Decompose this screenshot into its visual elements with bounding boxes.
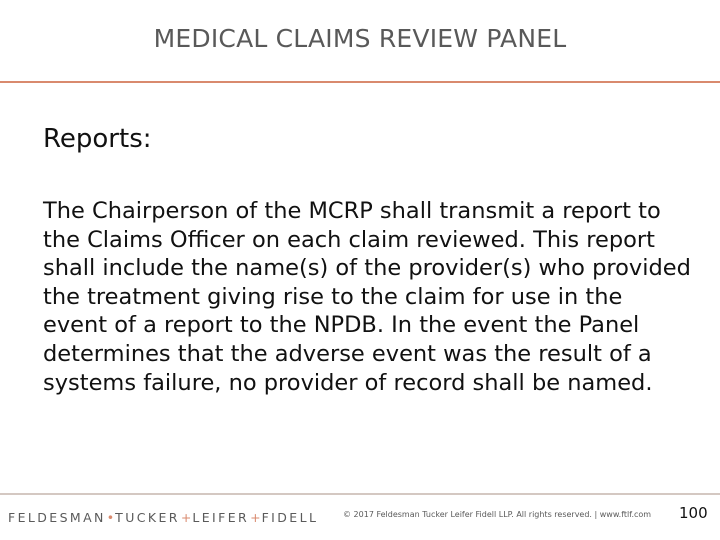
logo-separator: + <box>250 510 261 525</box>
logo-word: FIDELL <box>261 510 319 525</box>
page-number: 100 <box>679 504 708 522</box>
section-heading: Reports: <box>43 124 152 154</box>
slide-title: MEDICAL CLAIMS REVIEW PANEL <box>153 24 567 53</box>
logo-word: TUCKER <box>115 510 180 525</box>
title-divider <box>0 81 720 83</box>
logo-word: FELDESMAN <box>8 510 106 525</box>
logo-separator: + <box>180 510 192 525</box>
footer-copyright: © 2017 Feldesman Tucker Leifer Fidell LLP. All rights reserved. | www.ftlf.com <box>343 510 652 519</box>
logo-word: LEIFER <box>192 510 250 525</box>
body-paragraph: The Chairperson of the MCRP shall transmit a report to the Claims Officer on each claim reviewed. This report shall include the name(s) of the provider(s) who provided the treatment giving rise to the claim for use in the event of a report to the NPDB. In the event the Panel determines that the adverse event was the result of a systems failure, no provider of record shall be named. <box>43 198 691 396</box>
logo-separator: • <box>106 510 115 525</box>
footer-divider <box>0 493 720 495</box>
firm-logo <box>8 510 318 525</box>
